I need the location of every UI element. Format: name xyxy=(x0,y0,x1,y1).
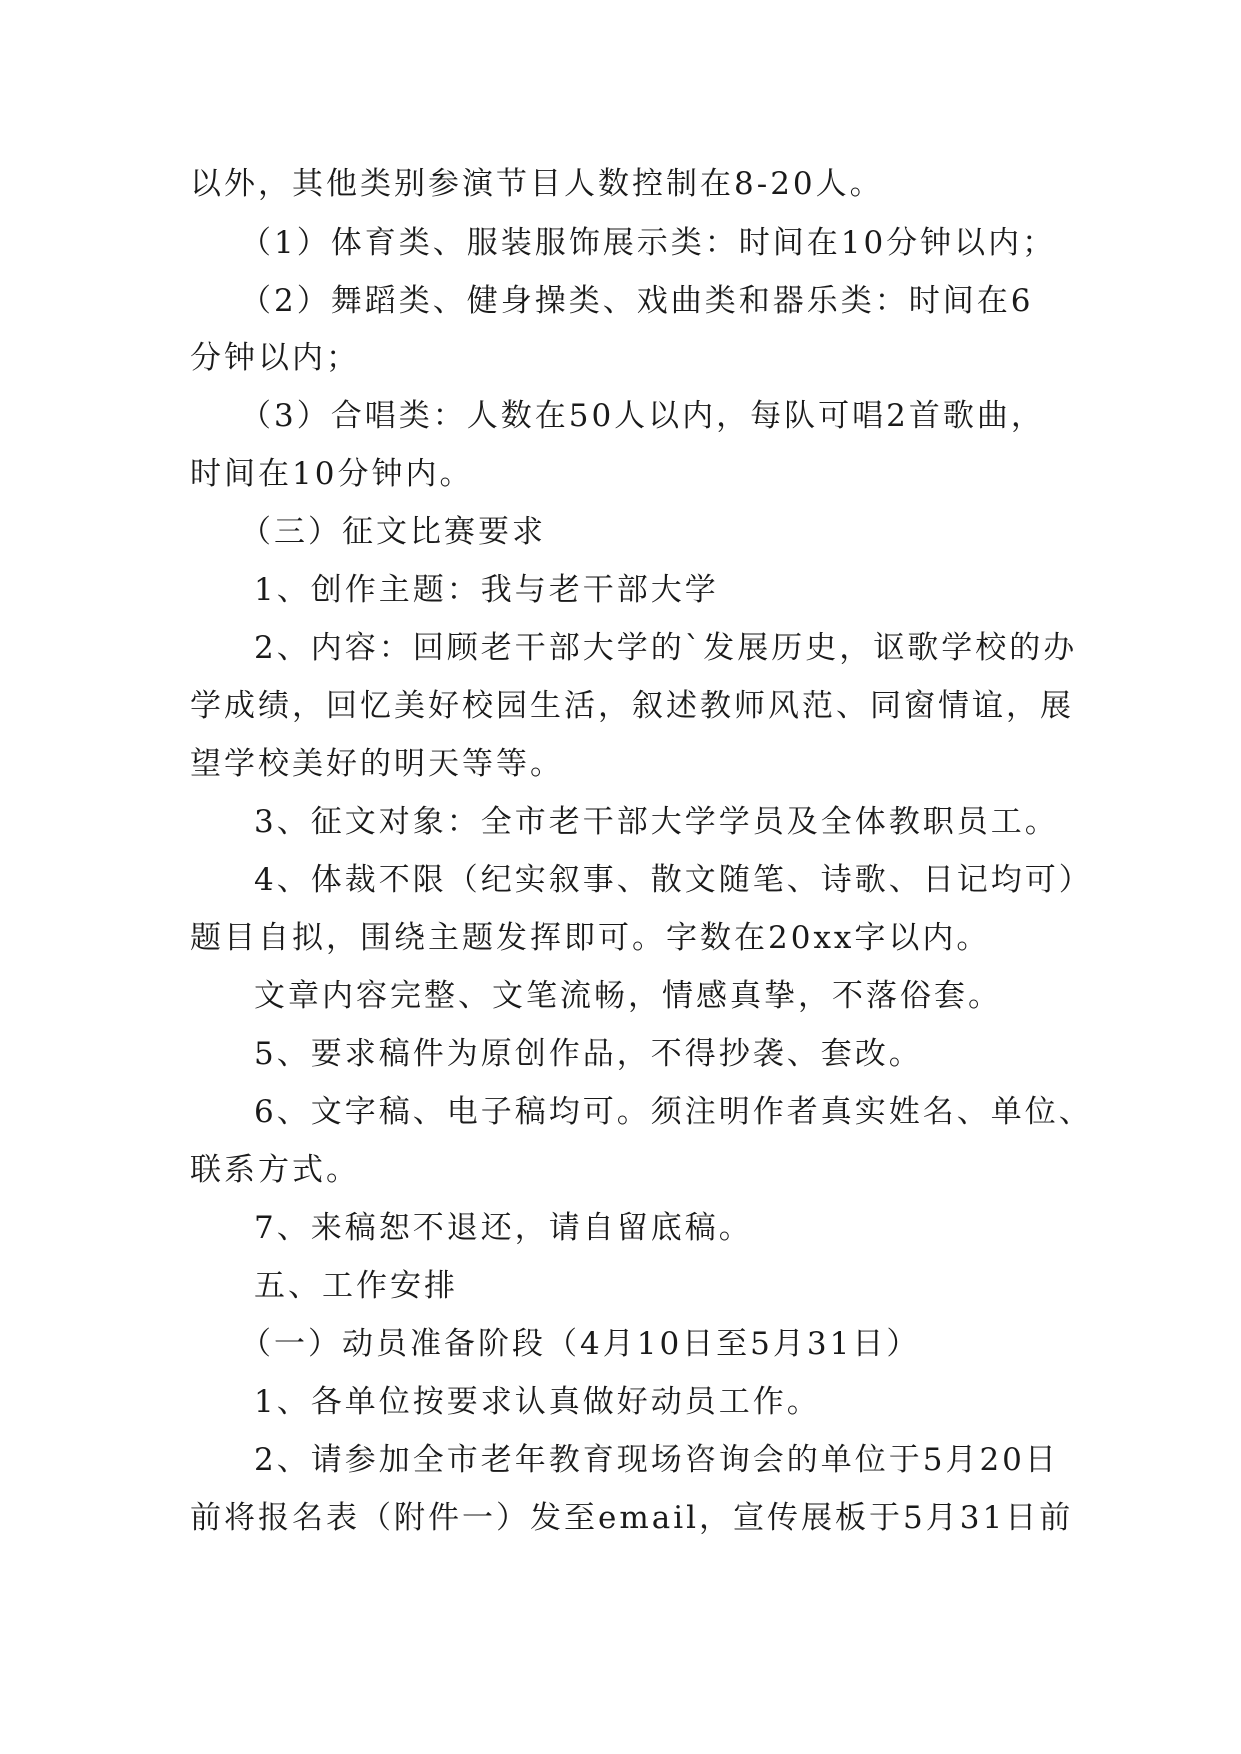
section-heading: （一）动员准备阶段（4月10日至5月31日） xyxy=(240,1326,921,1362)
text-line: （1）体育类、服装服饰展示类：时间在10分钟以内； xyxy=(240,225,1057,261)
text-line: 6、文字稿、电子稿均可。须注明作者真实姓名、单位、 xyxy=(254,1094,1093,1130)
text-line: 1、创作主题：我与老干部大学 xyxy=(254,572,719,608)
text-line: （2）舞蹈类、健身操类、戏曲类和器乐类：时间在6 xyxy=(240,283,1034,319)
text-line: 题目自拟，围绕主题发挥即可。字数在20xx字以内。 xyxy=(190,920,991,956)
text-line: 3、征文对象：全市老干部大学学员及全体教职员工。 xyxy=(254,804,1059,840)
text-line: （3）合唱类：人数在50人以内，每队可唱2首歌曲， xyxy=(240,398,1045,434)
text-line: 联系方式。 xyxy=(190,1152,360,1188)
text-line: 学成绩，回忆美好校园生活，叙述教师风范、同窗情谊，展 xyxy=(190,688,1074,724)
section-heading: （三）征文比赛要求 xyxy=(240,514,546,550)
text-line: 1、各单位按要求认真做好动员工作。 xyxy=(254,1384,821,1420)
text-line: 文章内容完整、文笔流畅，情感真挚，不落俗套。 xyxy=(254,978,1002,1014)
text-line: 以外，其他类别参演节目人数控制在8-20人。 xyxy=(190,166,884,202)
text-line: 2、内容：回顾老干部大学的`发展历史，讴歌学校的办 xyxy=(254,630,1078,666)
text-line: 4、体裁不限（纪实叙事、散文随笔、诗歌、日记均可） xyxy=(254,862,1093,898)
text-line: 望学校美好的明天等等。 xyxy=(190,746,564,782)
text-line: 7、来稿恕不退还，请自留底稿。 xyxy=(254,1210,753,1246)
text-line: 2、请参加全市老年教育现场咨询会的单位于5月20日 xyxy=(254,1442,1059,1478)
text-line: 前将报名表（附件一）发至email，宣传展板于5月31日前 xyxy=(190,1500,1074,1536)
section-heading: 五、工作安排 xyxy=(254,1268,458,1304)
text-line: 分钟以内； xyxy=(190,340,360,376)
text-line: 5、要求稿件为原创作品，不得抄袭、套改。 xyxy=(254,1036,923,1072)
text-line: 时间在10分钟内。 xyxy=(190,456,474,492)
